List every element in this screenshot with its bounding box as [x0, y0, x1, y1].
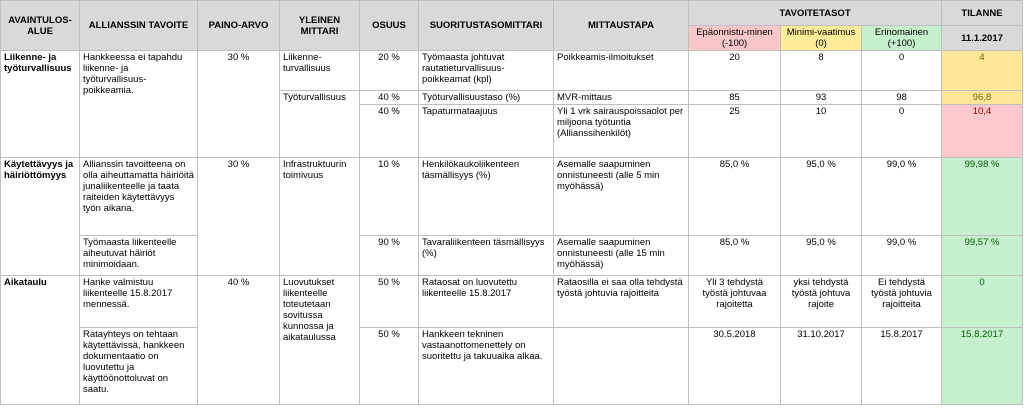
status-cell: 15.8.2017	[942, 328, 1023, 405]
fail-cell: 85	[689, 91, 781, 105]
method-cell: Rataosilla ei saa olla tehdystä työstä johtuvia rajoitteita	[554, 276, 689, 328]
exc-cell: 15.8.2017	[862, 328, 942, 405]
status-cell: 99,98 %	[942, 158, 1023, 236]
min-cell: 10	[781, 105, 862, 158]
header-method: MITTAUSTAPA	[554, 1, 689, 51]
exc-cell: 0	[862, 105, 942, 158]
perf-meter-cell: Henkilökaukoliikenteen täsmällisyys (%)	[419, 158, 554, 236]
general-meter-cell: Infrastruktuurin toimivuus	[280, 158, 360, 276]
method-cell	[554, 328, 689, 405]
status-cell: 99,57 %	[942, 236, 1023, 276]
exc-cell: 98	[862, 91, 942, 105]
method-cell: MVR-mittaus	[554, 91, 689, 105]
fail-cell: 20	[689, 51, 781, 91]
status-date: 11.1.2017	[942, 26, 1023, 51]
header-goal: ALLIANSSIN TAVOITE	[80, 1, 198, 51]
weight-cell: 40 %	[198, 276, 280, 405]
min-cell: 8	[781, 51, 862, 91]
share-cell: 90 %	[360, 236, 419, 276]
table-row	[1, 51, 1023, 91]
min-cell: yksi tehdystä työstä johtuva rajoite	[781, 276, 862, 328]
method-cell: Yli 1 vrk sairauspoissaolot per miljoona työtuntia (Allianssihenkilöt)	[554, 105, 689, 158]
exc-cell: 99,0 %	[862, 158, 942, 236]
header-share: OSUUS	[360, 1, 419, 51]
share-cell: 50 %	[360, 276, 419, 328]
general-meter-cell: Liikenne-turvallisuus	[280, 51, 360, 91]
method-cell: Asemalle saapuminen onnistuneesti (alle 5 min myöhässä)	[554, 158, 689, 236]
general-meter-cell: Työturvallisuus	[280, 91, 360, 158]
weight-cell: 30 %	[198, 51, 280, 158]
table-row	[1, 236, 1023, 276]
fail-cell: 25	[689, 105, 781, 158]
exc-cell: 99,0 %	[862, 236, 942, 276]
general-meter-cell: Luovutukset liikenteelle toteutetaan sovitussa kunnossa ja aikataulussa	[280, 276, 360, 405]
perf-meter-cell: Tapaturmataajuus	[419, 105, 554, 158]
perf-meter-cell: Työturvallisuustaso (%)	[419, 91, 554, 105]
min-cell: 95,0 %	[781, 236, 862, 276]
table-row	[1, 276, 1023, 328]
perf-meter-cell: Tavaraliikenteen täsmällisyys (%)	[419, 236, 554, 276]
goal-cell: Allianssin tavoitteena on olla aiheuttamatta häiriöitä junaliikenteelle ja taata raiteiden käytettävyys työn aikana.	[80, 158, 198, 236]
header-general-meter: YLEINEN MITTARI	[280, 1, 360, 51]
header-area: AVAINTULOS-ALUE	[1, 1, 80, 51]
perf-meter-cell: Hankkeen tekninen vastaanottomenettely on suoritettu ja takuuaika alkaa.	[419, 328, 554, 405]
status-cell: 10,4	[942, 105, 1023, 158]
header-targets: TAVOITETASOT	[689, 1, 942, 26]
share-cell: 40 %	[360, 91, 419, 105]
min-cell: 93	[781, 91, 862, 105]
share-cell: 20 %	[360, 51, 419, 91]
method-cell: Poikkeamis-ilmoitukset	[554, 51, 689, 91]
goal-cell: Työmaasta liikenteelle aiheutuvat häiriöt minimoidaan.	[80, 236, 198, 276]
header-row	[1, 1, 1023, 26]
exc-cell: 0	[862, 51, 942, 91]
share-cell: 50 %	[360, 328, 419, 405]
level-exc: Erinomainen (+100)	[862, 26, 942, 51]
status-cell: 0	[942, 276, 1023, 328]
fail-cell: 85,0 %	[689, 236, 781, 276]
share-cell: 40 %	[360, 105, 419, 158]
goal-cell: Hanke valmistuu liikenteelle 15.8.2017 mennessä.	[80, 276, 198, 328]
area-cell: Käytettävyys ja häiriöttömyys	[1, 158, 80, 276]
status-cell: 4	[942, 51, 1023, 91]
level-fail: Epäonnistu-minen (-100)	[689, 26, 781, 51]
area-cell: Aikataulu	[1, 276, 80, 405]
header-status: TILANNE	[942, 1, 1023, 26]
level-min: Minimi-vaatimus (0)	[781, 26, 862, 51]
fail-cell: 30.5.2018	[689, 328, 781, 405]
fail-cell: 85,0 %	[689, 158, 781, 236]
fail-cell: Yli 3 tehdystä työstä johtuvaa rajoitetta	[689, 276, 781, 328]
min-cell: 95,0 %	[781, 158, 862, 236]
method-cell: Asemalle saapuminen onnistuneesti (alle 15 min myöhässä)	[554, 236, 689, 276]
status-cell: 96,8	[942, 91, 1023, 105]
perf-meter-cell: Rataosat on luovutettu liikenteelle 15.8.2017	[419, 276, 554, 328]
area-cell: Liikenne- ja työturvallisuus	[1, 51, 80, 158]
header-weight: PAINO-ARVO	[198, 1, 280, 51]
exc-cell: Ei tehdystä työstä johtuvia rajoitteita	[862, 276, 942, 328]
goal-cell: Hankkeessa ei tapahdu liikenne- ja työturvallisuus-poikkeamia.	[80, 51, 198, 158]
perf-meter-cell: Työmaasta johtuvat rautatieturvallisuus-poikkeamat (kpl)	[419, 51, 554, 91]
table-row	[1, 328, 1023, 405]
share-cell: 10 %	[360, 158, 419, 236]
min-cell: 31.10.2017	[781, 328, 862, 405]
header-perf-meter: SUORITUSTASOMITTARI	[419, 1, 554, 51]
weight-cell: 30 %	[198, 158, 280, 276]
table-row	[1, 158, 1023, 236]
goal-cell: Ratayhteys on tehtaan käytettävissä, hankkeen dokumentaatio on luovutettu ja käyttöönottoluvat on saatu.	[80, 328, 198, 405]
